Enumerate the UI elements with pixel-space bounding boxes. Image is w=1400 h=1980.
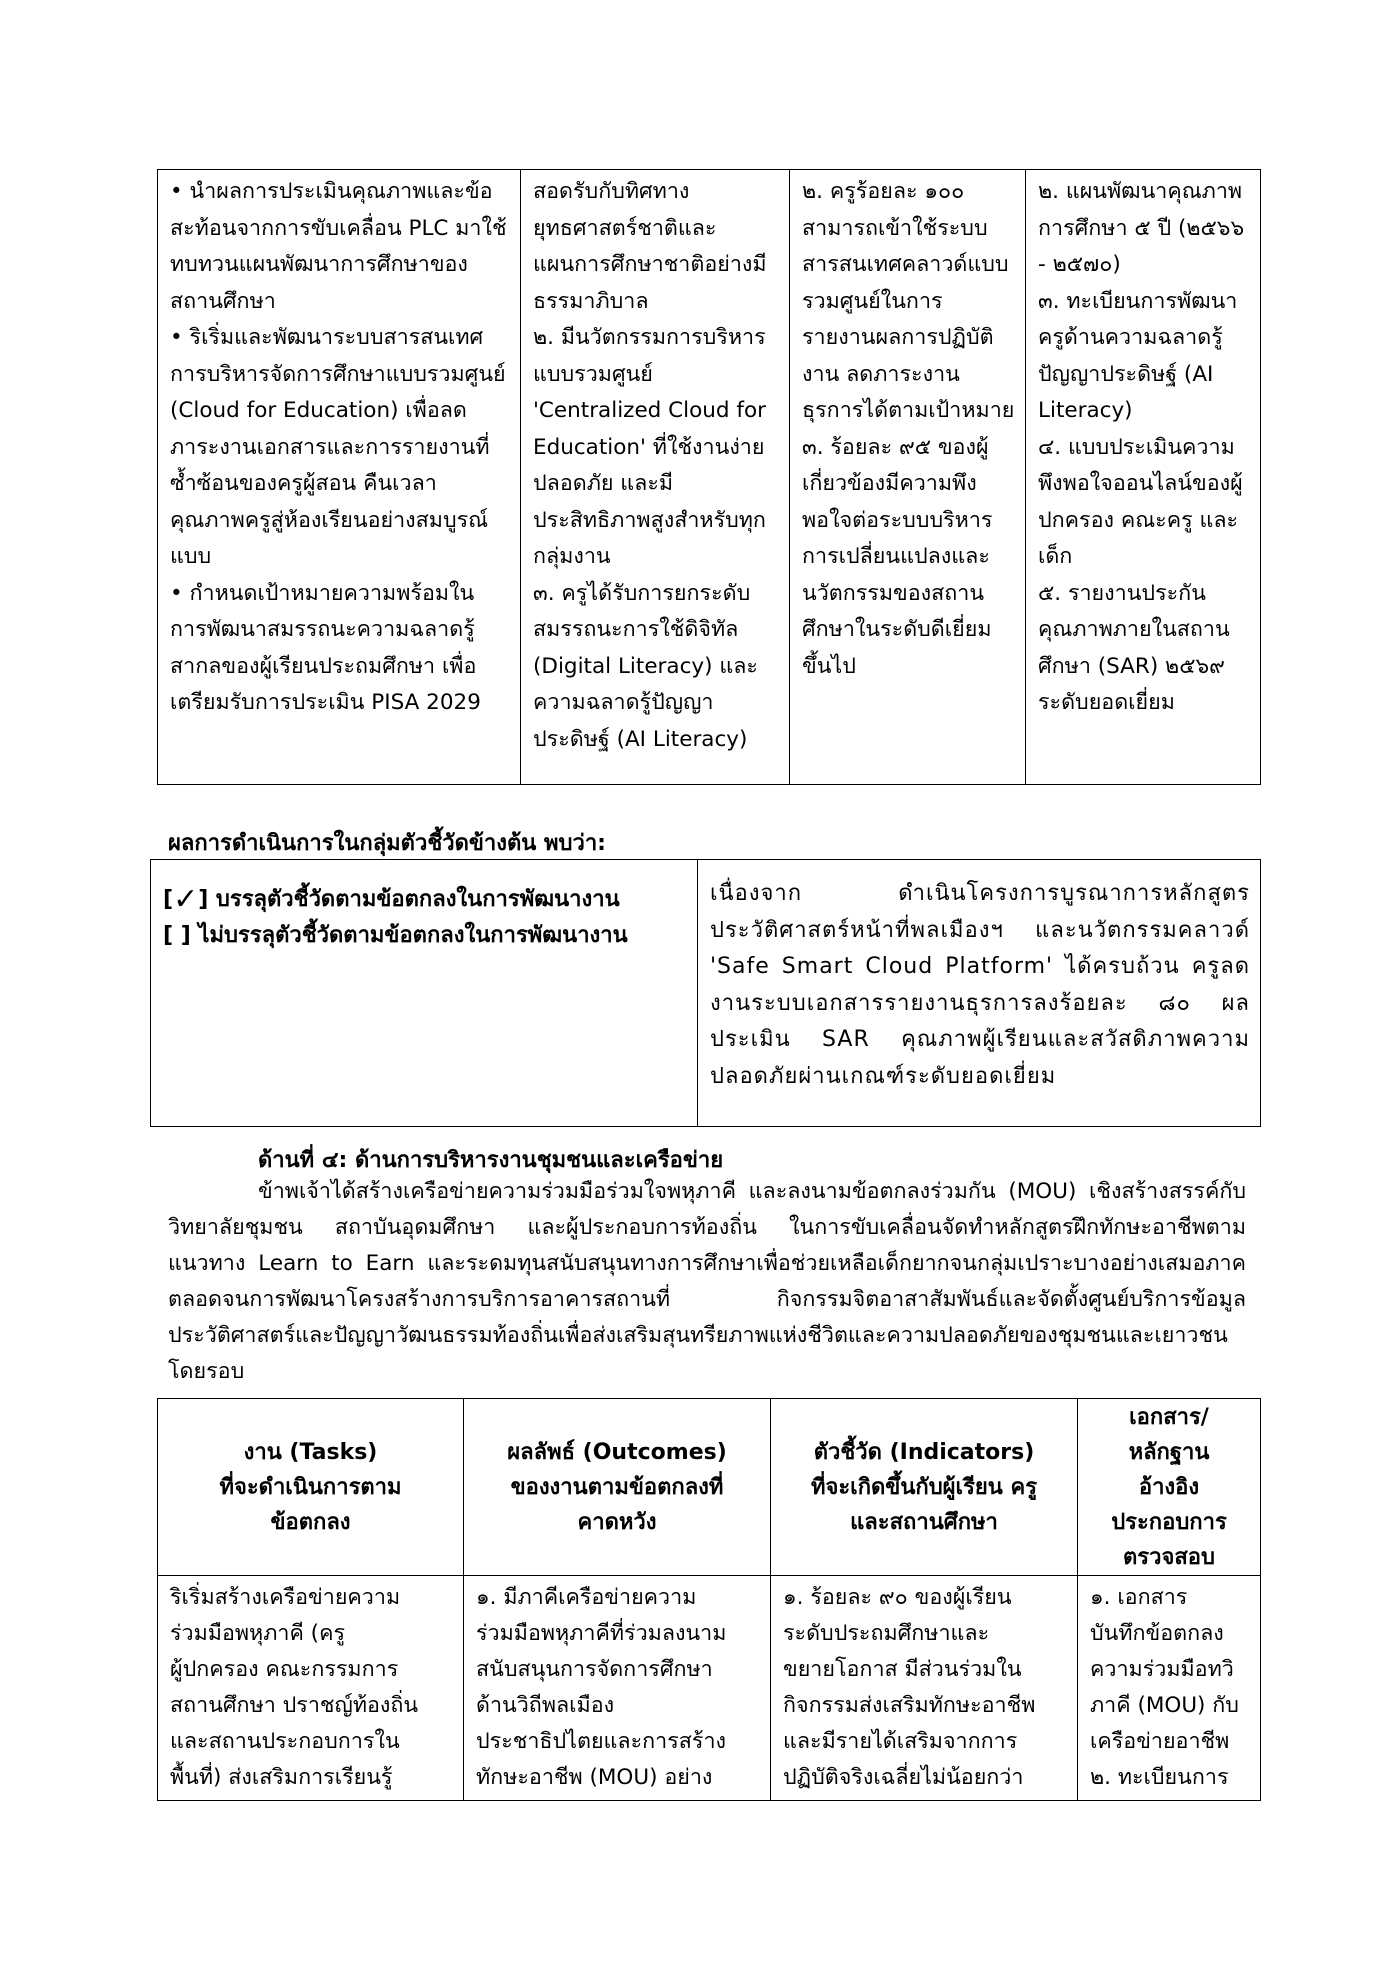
top-table-tasks-cell: • นำผลการประเมินคุณภาพและข้อสะท้อนจากการขับเคลื่อน PLC มาใช้ทบทวนแผนพัฒนาการศึกษาของสถานศึกษา • ริเริ่มและพัฒนาระบบสารสนเทศการบริหารจัดการศึกษาแบบรวมศูนย์ (Cloud for Education) เพื่อลดภาระงานเอกสารและการรายงานที่ซ้ำซ้อนของครูผู้สอน คืนเวลาคุณภาพครูสู่ห้องเรียนอย่างสมบูรณ์แบบ • กำหนดเป้าหมายความพร้อมในการพัฒนาสมรรถนะความฉลาดรู้สากลของผู้เรียนประถมศึกษา เพื่อเตรียมรับการประเมิน PISA 2029 bbox=[158, 170, 521, 785]
row-outcomes-cell: ๑. มีภาคีเครือข่ายความ ร่วมมือพหุภาคีที่ร่วมลงนาม สนับสนุนการจัดการศึกษา ด้านวิถีพลเมือง ประชาธิปไตยและการสร้าง ทักษะอาชีพ (MOU) อย่าง bbox=[464, 1576, 771, 1801]
result-table bbox=[150, 859, 1261, 1127]
table-row bbox=[151, 860, 1261, 1127]
header-evidence: เอกสาร/ หลักฐาน อ้างอิง ประกอบการ ตรวจสอบ bbox=[1078, 1399, 1261, 1576]
section-4-title: ด้านที่ ๔: ด้านการบริหารงานชุมชนและเครือข่าย bbox=[258, 1148, 724, 1173]
header-indicators: ตัวชี้วัด (Indicators) ที่จะเกิดขึ้นกับผู้เรียน ครู และสถานศึกษา bbox=[771, 1399, 1078, 1576]
top-table-indicators-cell: ๒. ครูร้อยละ ๑๐๐ สามารถเข้าใช้ระบบสารสนเทศคลาวด์แบบรวมศูนย์ในการรายงานผลการปฏิบัติงาน ลดภาระงานธุรการได้ตามเป้าหมาย ๓. ร้อยละ ๙๕ ของผู้เกี่ยวข้องมีความพึงพอใจต่อระบบบริหารการเปลี่ยนแปลงและนวัตกรรมของสถานศึกษาในระดับดีเยี่ยมขึ้นไป bbox=[790, 170, 1026, 785]
top-table-outcomes-cell: สอดรับกับทิศทางยุทธศาสตร์ชาติและแผนการศึกษาชาติอย่างมีธรรมาภิบาล ๒. มีนวัตกรรมการบริหารแบบรวมศูนย์ 'Centralized Cloud for Education' ที่ใช้งานง่าย ปลอดภัย และมีประสิทธิภาพสูงสำหรับทุกกลุ่มงาน ๓. ครูได้รับการยกระดับสมรรถนะการใช้ดิจิทัล (Digital Literacy) และความฉลาดรู้ปัญญาประดิษฐ์ (AI Literacy) bbox=[521, 170, 790, 785]
section-4-body: ข้าพเจ้าได้สร้างเครือข่ายความร่วมมือร่วมใจพหุภาคี และลงนามข้อตกลงร่วมกัน (MOU) เชิงสร้างสรรค์กับวิทยาลัยชุมชน สถาบันอุดมศึกษา และผู้ประกอบการท้องถิ่น ในการขับเคลื่อนจัดทำหลักสูตรฝึกทักษะอาชีพตามแนวทาง Learn to Earn และระดมทุนสนับสนุนทางการศึกษาเพื่อช่วยเหลือเด็กยากจนกลุ่มเปราะบางอย่างเสมอภาค ตลอดจนการพัฒนาโครงสร้างการบริการอาคารสถานที่ กิจกรรมจิตอาสาสัมพันธ์และจัดตั้งศูนย์บริการข้อมูลประวัติศาสตร์และปัญญาวัฒนธรรมท้องถิ่นเพื่อส่งเสริมสุนทรียภาพแห่งชีวิตและความปลอดภัยของชุมชนและเยาวชนโดยรอบ bbox=[168, 1179, 1246, 1384]
bottom-table bbox=[157, 1398, 1261, 1801]
result-heading: ผลการดำเนินการในกลุ่มตัวชี้วัดข้างต้น พบว่า: bbox=[168, 831, 606, 856]
option-achieved: [✓] บรรลุตัวชี้วัดตามข้อตกลงในการพัฒนางาน bbox=[163, 882, 620, 917]
option-not-achieved: [ ] ไม่บรรลุตัวชี้วัดตามข้อตกลงในการพัฒนางาน bbox=[163, 923, 628, 948]
top-table bbox=[157, 169, 1261, 785]
row-tasks-cell: ริเริ่มสร้างเครือข่ายความ ร่วมมือพหุภาคี (ครู ผู้ปกครอง คณะกรรมการ สถานศึกษา ปราชญ์ท้องถิ่น และสถานประกอบการใน พื้นที่) ส่งเสริมการเรียนรู้ bbox=[158, 1576, 464, 1801]
row-evidence-cell: ๑. เอกสาร บันทึกข้อตกลง ความร่วมมือทวิ ภาคี (MOU) กับ เครือข่ายอาชีพ ๒. ทะเบียนการ bbox=[1078, 1576, 1261, 1801]
option-achieved-label: ] บรรลุตัวชี้วัดตามข้อตกลงในการพัฒนางาน bbox=[198, 887, 620, 912]
result-note: เนื่องจาก ดำเนินโครงการบูรณาการหลักสูตรประวัติศาสตร์หน้าที่พลเมืองฯ และนวัตกรรมคลาวด์ 'Safe Smart Cloud Platform' ได้ครบถ้วน ครูลดงานระบบเอกสารรายงานธุรการลงร้อยละ ๘๐ ผลประเมิน SAR คุณภาพผู้เรียนและสวัสดิภาพความปลอดภัยผ่านเกณฑ์ระดับยอดเยี่ยม bbox=[698, 860, 1261, 1127]
table-row bbox=[158, 1576, 1261, 1801]
check-icon: ✓ bbox=[173, 882, 199, 917]
header-outcomes: ผลลัพธ์ (Outcomes) ของงานตามข้อตกลงที่ คาดหวัง bbox=[464, 1399, 771, 1576]
table-header-row bbox=[158, 1399, 1261, 1576]
result-options-cell bbox=[151, 860, 698, 1127]
header-tasks: งาน (Tasks) ที่จะดำเนินการตาม ข้อตกลง bbox=[158, 1399, 464, 1576]
table-row bbox=[158, 170, 1261, 785]
top-table-evidence-cell: ๒. แผนพัฒนาคุณภาพการศึกษา ๕ ปี (๒๕๖๖ - ๒๕๗๐) ๓. ทะเบียนการพัฒนาครูด้านความฉลาดรู้ปัญญาประดิษฐ์ (AI Literacy) ๔. แบบประเมินความพึงพอใจออนไลน์ของผู้ปกครอง คณะครู และเด็ก ๕. รายงานประกันคุณภาพภายในสถานศึกษา (SAR) ๒๕๖๙ ระดับยอดเยี่ยม bbox=[1026, 170, 1261, 785]
row-indicators-cell: ๑. ร้อยละ ๙๐ ของผู้เรียน ระดับประถมศึกษาและ ขยายโอกาส มีส่วนร่วมใน กิจกรรมส่งเสริมทักษะอาชีพ และมีรายได้เสริมจากการ ปฏิบัติจริงเฉลี่ยไม่น้อยกว่า bbox=[771, 1576, 1078, 1801]
